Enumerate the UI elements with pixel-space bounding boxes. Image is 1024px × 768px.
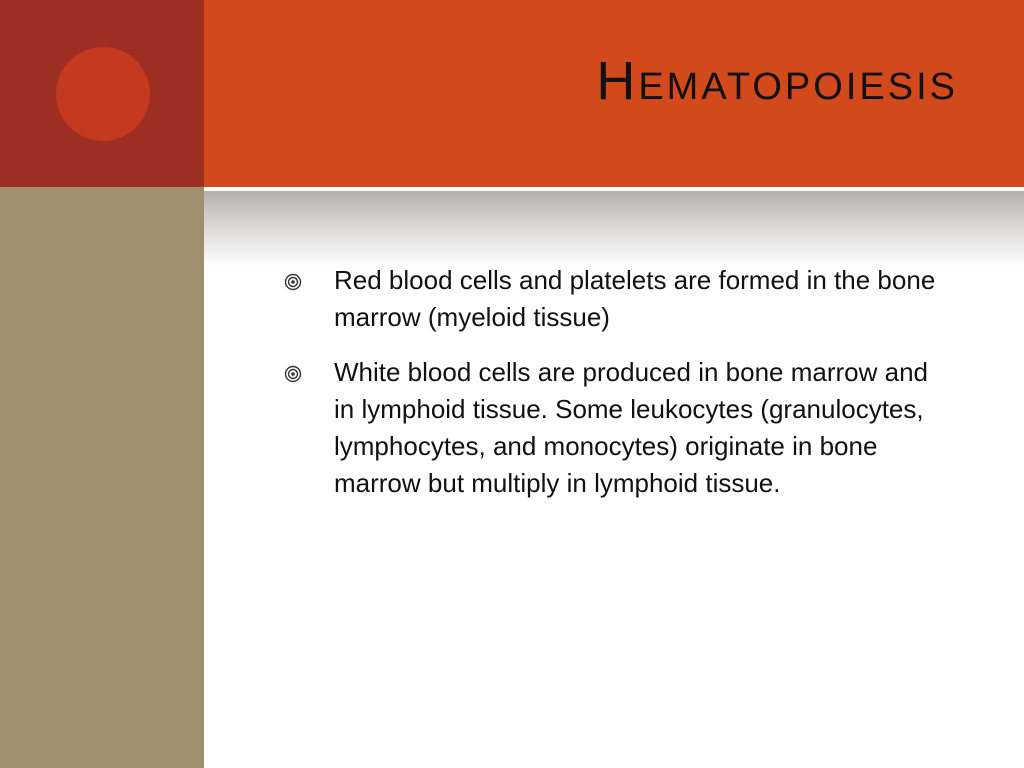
left-accent-strip — [0, 187, 204, 768]
bullet-item — [284, 262, 964, 336]
title-bar — [204, 0, 1024, 187]
bullet-text: White blood cells are produced in bone marrow and in lymphoid tissue. Some leukocytes (granulocytes, lymphocytes, and monocytes) originate in bone marrow but multiply in lymphoid tissue. — [334, 357, 929, 498]
bullet-item — [284, 354, 964, 502]
decorative-circle — [56, 47, 150, 141]
corner-block — [0, 0, 204, 187]
bullet-list — [284, 262, 964, 520]
bullet-text: Red blood cells and platelets are formed in the bone marrow (myeloid tissue) — [334, 265, 936, 332]
shadow-band — [204, 191, 1024, 267]
slide-title: Hematopoiesis — [596, 51, 958, 111]
target-bullet-icon — [284, 273, 302, 291]
target-bullet-icon — [284, 365, 302, 383]
